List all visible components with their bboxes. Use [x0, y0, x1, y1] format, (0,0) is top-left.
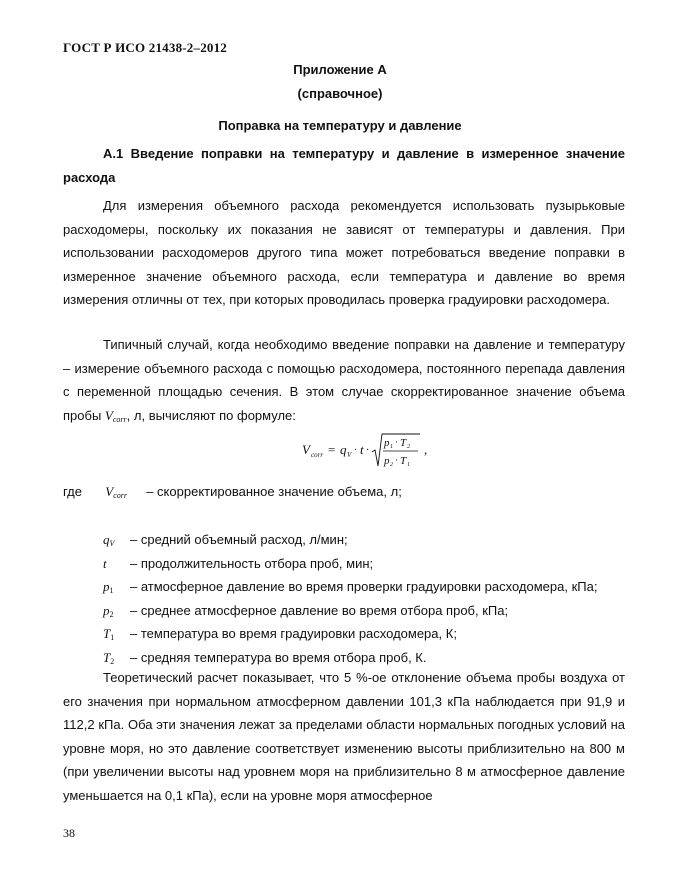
- formula-t1: T: [400, 455, 407, 467]
- vcorr-symbol: V: [104, 407, 113, 423]
- formula-p1-sub: 1: [390, 444, 393, 450]
- svg-text:·: ·: [395, 455, 398, 465]
- definition-row: [103, 528, 597, 552]
- definition-text: – температура во время градуировки расходомера, К;: [130, 626, 457, 641]
- formula-lhs: V: [302, 442, 310, 457]
- definition-row: [103, 622, 597, 646]
- definition-row: [103, 552, 597, 576]
- svg-text:·: ·: [366, 445, 370, 456]
- definition-text: – продолжительность отбора проб, мин;: [130, 555, 374, 571]
- where-symbol: V: [105, 484, 114, 499]
- formula-p2-sub: 2: [390, 462, 393, 468]
- formula-t2-sub: 2: [407, 444, 410, 450]
- paragraph-1-text: Для измерения объемного расхода рекомендуется использовать пузырьковые расходомеры, поскольку их показания не зависят от температуры и давления. При использовании расходомеров другого типа может потребоваться введение поправки в измеренное значение объемного расхода, если температура и давление во время измерения отличны от тех, при которых проводилась проверка градуировки расходомера.: [63, 198, 625, 307]
- correction-formula: [300, 426, 460, 474]
- vcorr-subscript: corr: [112, 414, 127, 424]
- formula-t: t: [360, 442, 364, 457]
- svg-text:=: =: [328, 442, 336, 457]
- definition-text: – средняя температура во время отбора проб, К.: [130, 649, 427, 665]
- svg-text:·: ·: [395, 437, 398, 447]
- definition-symbol: $p_2$: [103, 602, 114, 619]
- paragraph-2-text: Типичный случай, когда необходимо введение поправки на давление и температуру – измерение объемного расхода с помощью расходомера, постоянного перепада давления с переменной площадью сечения. В этом случае скорректированное значение объема пробы: [63, 337, 625, 423]
- formula-t1-sub: 1: [407, 462, 410, 468]
- appendix-title: Приложение А: [293, 62, 387, 77]
- paragraph-2-tail: , л, вычисляют по формуле:: [126, 407, 296, 423]
- paragraph-1: [63, 194, 625, 312]
- where-symbol-sub: corr: [113, 491, 127, 500]
- definition-symbol: $p_1$: [103, 579, 114, 595]
- formula-p2: p: [384, 455, 390, 467]
- page-number: 38: [63, 826, 75, 840]
- paragraph-2: [63, 333, 625, 431]
- definition-text: – средний объемный расход, л/мин;: [130, 532, 348, 547]
- paragraph-3: [63, 666, 625, 807]
- definition-symbol: $T_1$: [103, 626, 115, 642]
- paragraph-3-text: Теоретический расчет показывает, что 5 %-ое отклонение объема пробы воздуха от его значения при нормальном атмосферном давлении 101,3 кПа наблюдается при 91,9 и 112,2 кПа. Оба эти значения лежат за пределами области нормальных погодных условий на уровне моря, но это давление соответствует изменению высоты приблизительно на 800 м (при увеличении высоты над уровнем моря на приблизительно 8 м атмосферное давление уменьшается на 0,1 кПа), если на уровне моря атмосферное: [63, 670, 625, 803]
- definition-text: – среднее атмосферное давление во время отбора проб, кПа;: [130, 602, 509, 618]
- section-a1-title: [63, 142, 625, 189]
- definition-symbol: $q_V$: [103, 532, 115, 548]
- formula-lhs-sub: corr: [311, 451, 324, 459]
- appendix-heading: Поправка на температуру и давление: [218, 118, 462, 133]
- section-a1-title-text: А.1 Введение поправки на температуру и давление в измеренное значение расхода: [63, 146, 625, 185]
- where-label: где: [63, 484, 82, 499]
- formula-q-sub: V: [347, 451, 352, 459]
- formula-t2: T: [400, 437, 407, 449]
- appendix-subtitle: (справочное): [297, 86, 383, 101]
- document-header: ГОСТ Р ИСО 21438-2–2012: [63, 40, 228, 55]
- definition-symbol: t: [103, 555, 107, 571]
- definition-row: [103, 599, 597, 623]
- formula-q: q: [340, 442, 347, 457]
- where-text: – скорректированное значение объема, л;: [146, 484, 402, 499]
- definition-text: – атмосферное давление во время проверки градуировки расходомера, кПа;: [130, 579, 598, 594]
- svg-text:,: ,: [424, 442, 428, 457]
- definition-symbol: $T_2$: [103, 649, 115, 666]
- formula-p1: p: [384, 437, 390, 449]
- definition-row: [103, 575, 597, 599]
- definitions-list: [103, 528, 597, 669]
- svg-text:·: ·: [354, 445, 358, 456]
- where-line: [63, 484, 402, 500]
